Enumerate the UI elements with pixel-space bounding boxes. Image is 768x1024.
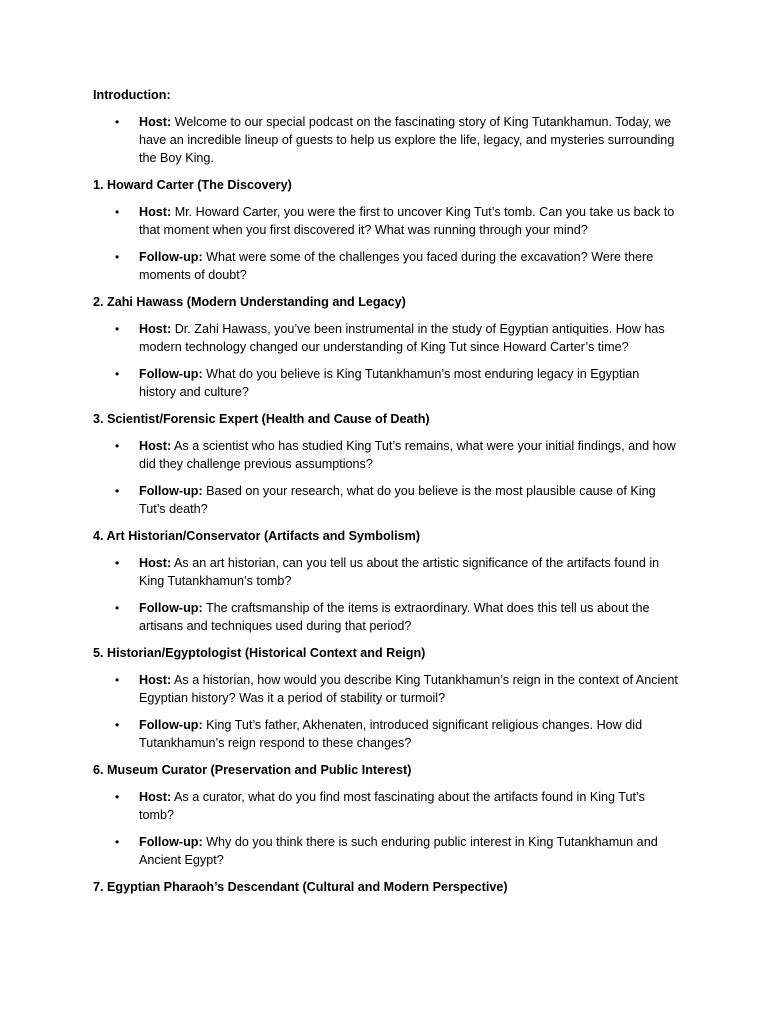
bullet-icon: •: [115, 484, 120, 498]
question-text: Mr. Howard Carter, you were the first to uncover King Tut’s tomb. Can you take us back to that moment when you first discovered it? What was running through your mind?: [139, 205, 675, 237]
bullet-icon: •: [115, 673, 120, 687]
bullet-icon: •: [115, 205, 120, 219]
document-body: [93, 86, 678, 905]
section-heading-museum-curator: 6. Museum Curator (Preservation and Public Interest): [93, 763, 412, 777]
bullet-icon: •: [115, 439, 120, 453]
section-heading-historian: 5. Historian/Egyptologist (Historical Context and Reign): [93, 646, 426, 660]
question-list: [93, 437, 678, 518]
bullet-icon: •: [115, 835, 120, 849]
bullet-icon: •: [115, 322, 120, 336]
list-item-follow-up: [93, 482, 678, 518]
section-heading-introduction: Introduction:: [93, 88, 171, 102]
list-item-follow-up: [93, 716, 678, 752]
speaker-label: Follow-up:: [139, 250, 203, 264]
bullet-icon: •: [115, 367, 120, 381]
question-text: As a curator, what do you find most fascinating about the artifacts found in King Tut’s tomb?: [139, 790, 645, 822]
question-text: The craftsmanship of the items is extraordinary. What does this tell us about the artisans and techniques used during that period?: [139, 601, 650, 633]
question-text: As an art historian, can you tell us about the artistic significance of the artifacts found in King Tutankhamun’s tomb?: [139, 556, 660, 588]
speaker-label: Host:: [139, 673, 172, 687]
question-text: Why do you think there is such enduring public interest in King Tutankhamun and Ancient Egypt?: [139, 835, 658, 867]
list-item-host: [93, 788, 678, 824]
section-heading-art-historian: 4. Art Historian/Conservator (Artifacts and Symbolism): [93, 529, 421, 543]
question-text: Welcome to our special podcast on the fascinating story of King Tutankhamun. Today, we have an incredible lineup of guests to help us explore the life, legacy, and mysteries surrounding the Boy King.: [139, 115, 675, 165]
speaker-label: Host:: [139, 556, 172, 570]
speaker-label: Follow-up:: [139, 367, 203, 381]
section-heading-howard-carter: 1. Howard Carter (The Discovery): [93, 178, 292, 192]
list-item-follow-up: [93, 365, 678, 401]
bullet-icon: •: [115, 790, 120, 804]
question-list: [93, 203, 678, 284]
question-list: [93, 554, 678, 635]
bullet-icon: •: [115, 601, 120, 615]
question-text: What do you believe is King Tutankhamun’s most enduring legacy in Egyptian history and culture?: [139, 367, 640, 399]
list-item-host: [93, 320, 678, 356]
question-text: Based on your research, what do you believe is the most plausible cause of King Tut’s death?: [139, 484, 656, 516]
speaker-label: Follow-up:: [139, 484, 203, 498]
speaker-label: Follow-up:: [139, 835, 203, 849]
section-heading-scientist: 3. Scientist/Forensic Expert (Health and Cause of Death): [93, 412, 430, 426]
list-item-host: [93, 203, 678, 239]
speaker-label: Follow-up:: [139, 718, 203, 732]
section-heading-pharaoh-descendant: 7. Egyptian Pharaoh’s Descendant (Cultural and Modern Perspective): [93, 880, 508, 894]
question-list: [93, 788, 678, 869]
list-item-host: [93, 671, 678, 707]
bullet-icon: •: [115, 556, 120, 570]
speaker-label: Follow-up:: [139, 601, 203, 615]
speaker-label: Host:: [139, 115, 172, 129]
question-text: What were some of the challenges you faced during the excavation? Were there moments of doubt?: [139, 250, 654, 282]
list-item-follow-up: [93, 248, 678, 284]
section-heading-zahi-hawass: 2. Zahi Hawass (Modern Understanding and Legacy): [93, 295, 406, 309]
question-text: Dr. Zahi Hawass, you’ve been instrumental in the study of Egyptian antiquities. How has modern technology changed our understanding of King Tut since Howard Carter’s time?: [139, 322, 665, 354]
question-text: As a historian, how would you describe King Tutankhamun’s reign in the context of Ancient Egyptian history? Was it a period of stability or turmoil?: [139, 673, 678, 705]
list-item-follow-up: [93, 599, 678, 635]
speaker-label: Host:: [139, 439, 172, 453]
list-item-follow-up: [93, 833, 678, 869]
question-list: [93, 671, 678, 752]
list-item-host: [93, 113, 678, 167]
question-list: [93, 113, 678, 167]
speaker-label: Host:: [139, 790, 172, 804]
speaker-label: Host:: [139, 205, 172, 219]
bullet-icon: •: [115, 115, 120, 129]
speaker-label: Host:: [139, 322, 172, 336]
bullet-icon: •: [115, 250, 120, 264]
question-list: [93, 320, 678, 401]
question-text: King Tut’s father, Akhenaten, introduced significant religious changes. How did Tutankhamun’s reign respond to these changes?: [139, 718, 643, 750]
bullet-icon: •: [115, 718, 120, 732]
question-text: As a scientist who has studied King Tut’s remains, what were your initial findings, and how did they challenge previous assumptions?: [139, 439, 676, 471]
list-item-host: [93, 437, 678, 473]
list-item-host: [93, 554, 678, 590]
